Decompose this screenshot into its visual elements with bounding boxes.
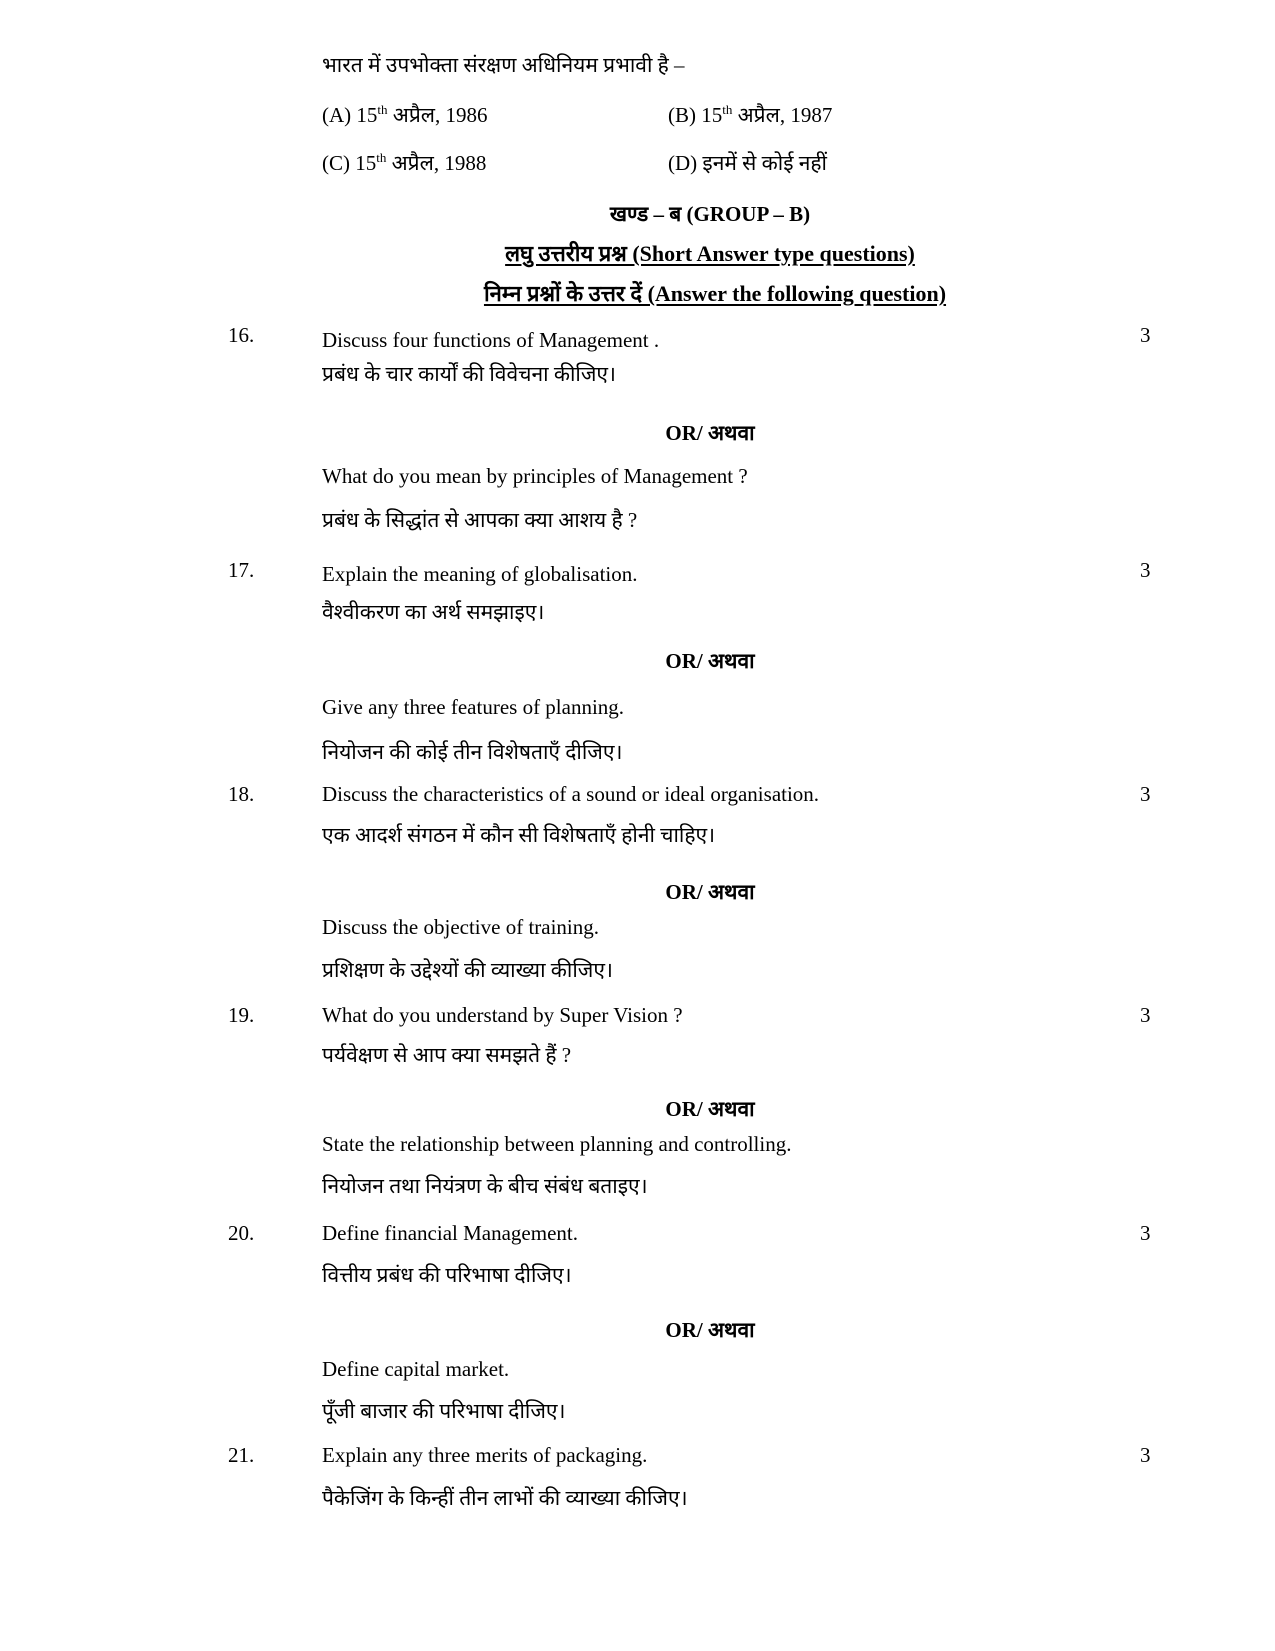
mcq-option-d: (D) इनमें से कोई नहीं [668,151,827,175]
alt-question-text-en: Discuss the objective of training. [322,915,600,939]
or-label: OR/ अथवा [665,1318,755,1342]
alt-question-text-hi: नियोजन तथा नियंत्रण के बीच संबंध बताइए। [322,1174,648,1198]
alt-question-text-hi: पूँजी बाजार की परिभाषा दीजिए। [322,1399,566,1423]
mcq-option-b: (B) 15th अप्रैल, 1987 [668,102,833,127]
alt-question-text-en: Give any three features of planning. [322,695,625,719]
question-marks: 3 [1140,323,1151,347]
or-label: OR/ अथवा [665,421,755,445]
question-marks: 3 [1140,558,1151,582]
question-text-hi: पैकेजिंग के किन्हीं तीन लाभों की व्याख्या कीजिए। [322,1486,688,1510]
or-label: OR/ अथवा [665,880,755,904]
alt-question-text-en: State the relationship between planning and controlling. [322,1132,792,1156]
mcq-question-text: भारत में उपभोक्ता संरक्षण अधिनियम प्रभावी है – [322,53,685,77]
question-marks: 3 [1140,1003,1151,1027]
question-number: 16. [228,323,255,347]
instruction-heading: निम्न प्रश्नों के उत्तर दें (Answer the following question) [483,281,947,306]
question-marks: 3 [1140,1221,1151,1245]
question-text-hi: एक आदर्श संगठन में कौन सी विशेषताएँ होनी चाहिए। [322,823,716,847]
mcq-option-a: (A) 15th अप्रैल, 1986 [322,102,488,127]
question-text-hi: वित्तीय प्रबंध की परिभाषा दीजिए। [322,1263,572,1287]
question-number: 19. [228,1003,255,1027]
alt-question-text-hi: नियोजन की कोई तीन विशेषताएँ दीजिए। [322,740,623,764]
question-number: 17. [228,558,255,582]
alt-question-text-hi: प्रबंध के सिद्धांत से आपका क्या आशय है ? [322,508,638,532]
question-text-en: Discuss the characteristics of a sound or ideal organisation. [322,782,820,806]
question-number: 21. [228,1443,255,1467]
alt-question-text-en: What do you mean by principles of Management ? [322,464,748,488]
alt-question-text-hi: प्रशिक्षण के उद्देश्यों की व्याख्या कीजिए। [322,958,613,982]
group-heading: खण्ड – ब (GROUP – B) [609,202,811,226]
question-text-hi: प्रबंध के चार कार्यों की विवेचना कीजिए। [322,362,616,386]
question-text-en: What do you understand by Super Vision ? [322,1003,683,1027]
question-text-en: Discuss four functions of Management . [322,328,660,352]
mcq-option-c: (C) 15th अप्रैल, 1988 [322,150,487,175]
question-number: 20. [228,1221,255,1245]
question-number: 18. [228,782,255,806]
alt-question-text-en: Define capital market. [322,1357,510,1381]
or-label: OR/ अथवा [665,1097,755,1121]
section-type-heading: लघु उत्तरीय प्रश्न (Short Answer type questions) [505,241,915,266]
question-marks: 3 [1140,1443,1151,1467]
or-label: OR/ अथवा [665,649,755,673]
question-text-en: Define financial Management. [322,1221,578,1245]
question-text-en: Explain the meaning of globalisation. [322,562,638,586]
question-marks: 3 [1140,782,1151,806]
question-text-hi: वैश्वीकरण का अर्थ समझाइए। [322,600,545,624]
question-text-en: Explain any three merits of packaging. [322,1443,648,1467]
question-text-hi: पर्यवेक्षण से आप क्या समझते हैं ? [322,1043,572,1067]
